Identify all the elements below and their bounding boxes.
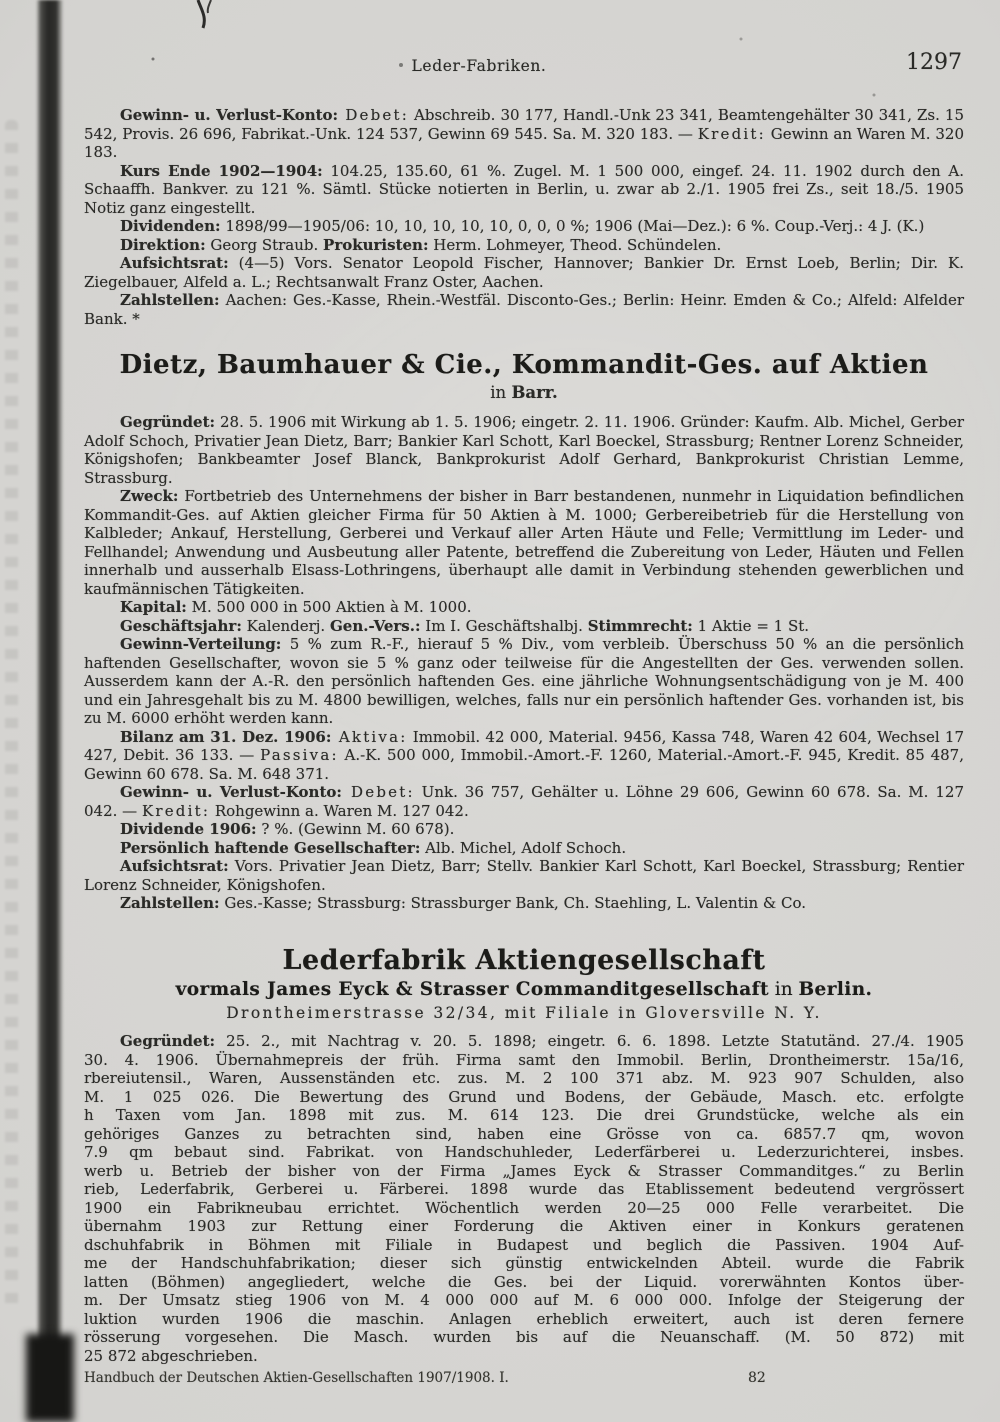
section-subtitle	[84, 979, 964, 1001]
text-run: Kredit:	[141, 801, 211, 820]
text-run: in	[768, 979, 799, 1000]
bold-label: vormals James Eyck & Strasser Commanditgesellschaft	[175, 979, 769, 1000]
text-run: 25. 2., mit Nachtrag v. 20. 5. 1898; eingetr. 6. 6. 1898. Letzte Statutänd. 27./4. 1905	[215, 1032, 964, 1050]
text-run: Kredit:	[697, 124, 766, 143]
bold-label: Berlin.	[798, 979, 873, 1000]
paragraph	[84, 291, 964, 328]
text-run: 30. 4. 1906. Übernahmepreis der früh. Firma samt den Immobil. Berlin, Drontheimerstr. 15a/16,	[84, 1050, 964, 1069]
text-run: 104.25, 135.60, 61 %. Zugel. M. 1 500 000, eingef. 24. 11. 1902 durch den A. Schaaffh. Bankver. zu 121 %. Sämtl. Stücke notierten in Berlin, u. zwar ab 2./1. 1905 frei Zs., seit 18./5. 1905 Notiz ganz eingestellt.	[84, 161, 964, 217]
text-line	[84, 1032, 964, 1051]
bold-label: Gegründet:	[120, 1032, 216, 1050]
section-title: Dietz, Baumhauer & Cie., Kommandit-Ges. auf Aktien	[119, 350, 929, 380]
bold-label: Gewinn-Verteilung:	[120, 635, 282, 653]
bold-label: Dividenden:	[120, 217, 221, 235]
paragraph	[84, 728, 964, 784]
bold-label: Direktion:	[120, 235, 206, 254]
pen-mark-artifact	[188, 0, 228, 34]
bold-label: Zweck:	[120, 487, 179, 505]
bold-label: Barr.	[511, 383, 558, 402]
text-run: h Taxen vom Jan. 1898 mit zus. M. 614 123. Die drei Grundstücke, welche als ein	[84, 1106, 964, 1124]
text-line	[84, 1254, 964, 1273]
text-line	[84, 1162, 964, 1181]
text-run: werb u. Betrieb der bisher von der Firma „James Eyck & Strasser Commanditges.“ zu Berlin	[84, 1161, 964, 1180]
paragraph	[84, 839, 964, 858]
text-run: Debet:	[341, 783, 415, 801]
text-run: rbereiutensil., Waren, Aussenständen etc. zus. M. 2 100 371 abz. M. 923 907 Schulden, also	[84, 1069, 964, 1087]
bold-label: Kurs Ende 1902—1904:	[120, 161, 323, 180]
text-run: Vors. Privatier Jean Dietz, Barr; Stellv. Bankier Karl Schott, Karl Boeckel, Strassburg; Rentier Lorenz Schneider, Königshofen.	[84, 857, 964, 894]
bold-label: Zahlstellen:	[120, 894, 220, 912]
bold-label: Kapital:	[120, 598, 187, 616]
text-run: Abschreib. 30 177, Handl.-Unk 23 341, Beamtengehälter 30 341, Zs. 15 542, Provis. 26 696, Fabrikat.-Unk. 124 537, Gewinn 69 545. Sa. M. 320 183. —	[84, 106, 964, 143]
text-line	[84, 1106, 964, 1125]
bold-label: Gen.-Vers.:	[329, 616, 421, 635]
section-subtitle	[84, 1003, 964, 1023]
bold-label: Gewinn- u. Verlust-Konto:	[120, 106, 339, 124]
text-run: 28. 5. 1906 mit Wirkung ab 1. 5. 1906; eingetr. 2. 11. 1906. Gründer: Kaufm. Alb. Michel, Gerber Adolf Schoch, Privatier Jean Dietz, Barr; Bankier Karl Schott, Karl Boeckel, Strassburg; Rentner Lorenz Schneider, Königshofen; Bankbeamter Josef Blanck, Bankprokurist Adolf Gerhard, Bankprokurist Christian Lemme, Strassburg.	[84, 413, 964, 487]
paragraph	[84, 106, 964, 162]
text-run: Georg Straub.	[205, 235, 324, 254]
text-line	[84, 1217, 964, 1236]
bleed-through-text-artifact	[5, 120, 18, 1310]
text-line	[84, 1236, 964, 1255]
paragraph	[84, 254, 964, 291]
text-run: m. Der Umsatz stieg 1906 von M. 4 000 000 auf M. 6 000 000. Infolge der Steigerung der	[84, 1291, 964, 1309]
bold-label: Persönlich haftende Gesellschafter:	[120, 838, 421, 857]
page-footer	[84, 1370, 964, 1386]
paragraph	[84, 487, 964, 598]
text-line	[84, 1088, 964, 1107]
paragraph	[84, 894, 964, 913]
text-run: Drontheimerstrasse 32/34, mit Filiale in Gloversville N. Y.	[226, 1004, 822, 1022]
bold-label: Geschäftsjahr:	[120, 616, 242, 635]
paragraph	[84, 635, 964, 728]
text-run: Aachen: Ges.-Kasse, Rhein.-Westfäl. Disconto-Ges.; Berlin: Heinr. Emden & Co.; Alfeld: Alfelder Bank. *	[84, 291, 964, 328]
text-line	[84, 1199, 964, 1218]
paragraph	[84, 783, 964, 820]
text-run: Immobil. 42 000, Material. 9456, Kassa 748, Waren 42 604, Wechsel 17 427, Debit. 36 133. —	[84, 727, 964, 764]
text-line	[84, 1180, 964, 1199]
bold-label: Stimmrecht:	[587, 616, 693, 635]
text-run: 5 % zum R.-F., hierauf 5 % Div., vom verbleib. Überschuss 50 % an die persönlich haftenden Gesellschafter, wovon sie 5 % ganz oder teilweise für die Angestellten der Ges. verwenden sollen. Ausserdem kann der A.-R. den persönlich haftenden Ges. eine jährliche Wohnungsentschädigung von je M. 400 und ein Jahresgehalt bis zu M. 4800 bewilligen, welches, falls nur ein persönlich haftender Ges. vorhanden ist, bis zu M. 6000 erhöht werden kann.	[84, 635, 964, 727]
text-run: ? %. (Gewinn M. 60 678).	[256, 820, 455, 838]
text-run: gehöriges Ganzes zu betrachten sind, haben eine Grösse von ca. 6857.7 qm, wovon	[84, 1124, 964, 1143]
text-run: Alb. Michel, Adolf Schoch.	[420, 838, 627, 857]
paragraph	[84, 217, 964, 236]
text-line	[84, 1347, 964, 1366]
running-title: Leder-Fabriken.	[411, 57, 547, 75]
text-line	[84, 1069, 964, 1088]
text-run: Herm. Lohmeyer, Theod. Schündelen.	[428, 235, 722, 254]
text-run: rösserung vorgesehen. Die Masch. wurden bis auf die Neuanschaff. (M. 50 872) mit	[84, 1328, 964, 1346]
text-run: Passiva:	[260, 746, 339, 764]
text-run: Gewinn an Waren M. 320 183.	[84, 124, 964, 161]
text-run: Fortbetrieb des Unternehmens der bisher in Barr bestandenen, nunmehr in Liquidation befindlichen Kommandit-Ges. auf Aktien gleicher Firma für 50 Aktien à M. 1000; Gerbereibetrieb für die Herstellung von Kalbleder; Ankauf, Herstellung, Gerberei und Verkauf aller Arten Häute und Felle; Vermittlung im Leder- und Fellhandel; Anwendung und Ausbeutung aller Patente, betreffend die Zubereitung von Leder, Häuten und Fellen innerhalb und ausserhalb Elsass-Lothringens, überhaupt alle damit in Verbindung stehenden gewerblichen und kaufmännischen Tätigkeiten.	[84, 487, 964, 598]
footer-imprint: Handbuch der Deutschen Aktien-Gesellschaften 1907/1908. I.	[84, 1370, 509, 1386]
bold-label: Aufsichtsrat:	[120, 254, 229, 272]
text-run: Im I. Geschäftshalbj.	[420, 616, 588, 635]
paragraph	[84, 598, 964, 617]
bold-label: Gewinn- u. Verlust-Konto:	[120, 783, 342, 801]
text-run: latten (Böhmen) angegliedert, welche die Ges. bei der Liquid. vorerwähnten Kontos über-	[84, 1272, 964, 1291]
footer-signature-number: 82	[748, 1370, 766, 1386]
text-run: Ges.-Kasse; Strassburg: Strassburger Bank, Ch. Staehling, L. Valentin & Co.	[219, 894, 807, 912]
bold-label: Prokuristen:	[323, 235, 429, 254]
dust-specks-artifact	[0, 0, 2, 2]
text-run: A.-K. 500 000, Immobil.-Amort.-F. 1260, Material.-Amort.-F. 945, Kredit. 85 487, Gewinn 60 678. Sa. M. 648 371.	[84, 746, 964, 783]
section-lederfabrik-ag	[84, 946, 964, 1365]
text-line	[84, 1143, 964, 1162]
section-dietz-baumhauer	[84, 350, 964, 913]
bold-label: Aufsichtsrat:	[120, 857, 229, 875]
bold-label: Dividende 1906:	[120, 820, 257, 838]
scan-gutter-shadow	[36, 0, 63, 1414]
text-run: 1900 ein Fabrikneubau errichtet. Wöchentlich werden 20—25 000 Felle verarbeitet. Die	[84, 1198, 964, 1217]
section-subtitle	[84, 383, 964, 403]
text-run: rieb, Lederfabrik, Gerberei u. Färberei. 1898 wurde das Etablissement bedeutend vergrössert	[84, 1180, 964, 1198]
bold-label: Gegründet:	[120, 413, 216, 431]
text-line	[84, 1051, 964, 1070]
paragraph	[84, 162, 964, 218]
text-run: M. 500 000 in 500 Aktien à M. 1000.	[186, 598, 472, 616]
text-run: Unk. 36 757, Gehälter u. Löhne 29 606, Gewinn 60 678. Sa. M. 127 042. —	[84, 783, 964, 820]
text-line	[84, 1291, 964, 1310]
bold-label: Zahlstellen:	[120, 291, 220, 309]
text-run: 1 Aktie = 1 St.	[692, 616, 810, 635]
paragraph	[84, 617, 964, 636]
text-run: Debet:	[338, 106, 409, 124]
paragraph	[84, 1032, 964, 1365]
paragraph	[84, 236, 964, 255]
text-run: Rohgewinn a. Waren M. 127 042.	[210, 801, 469, 820]
text-line	[84, 1328, 964, 1347]
scan-gutter-shadow-bottom	[26, 1334, 74, 1422]
text-run: dschuhfabrik in Böhmen mit Filiale in Budapest und beglich die Passiven. 1904 Auf-	[84, 1235, 964, 1254]
section-guv-continuation	[84, 106, 964, 328]
text-run: übernahm 1903 zur Rettung einer Forderung die Aktiven einer in Konkurs geratenen	[84, 1217, 964, 1235]
page-header	[84, 50, 964, 82]
paragraph	[84, 857, 964, 894]
paragraph	[84, 820, 964, 839]
section-title: Lederfabrik Aktiengesellschaft	[282, 945, 766, 976]
text-run: me der Handschuhfabrikation; dieser sich günstig entwickelnden Abteil. wurde die Fabrik	[84, 1254, 964, 1272]
text-run: Aktiva:	[331, 727, 408, 746]
text-run: (4—5) Vors. Senator Leopold Fischer, Hannover; Bankier Dr. Ernst Loeb, Berlin; Dir. K. Ziegelbauer, Alfeld a. L.; Rechtsanwalt Franz Oster, Aachen.	[84, 254, 964, 291]
text-line	[84, 1273, 964, 1292]
text-run: in	[490, 383, 512, 402]
paragraph	[84, 413, 964, 487]
text-run: 1898/99—1905/06: 10, 10, 10, 10, 10, 0, 0, 0 %; 1906 (Mai—Dez.): 6 %. Coup.-Verj.: 4 J. (K.)	[220, 217, 925, 235]
bold-label: Bilanz am 31. Dez. 1906:	[120, 727, 332, 746]
text-run: luktion wurden 1906 die maschin. Anlagen erheblich erweitert, auch ist deren fernere	[84, 1309, 964, 1328]
text-run: Kalenderj.	[241, 616, 330, 635]
text-line	[84, 1125, 964, 1144]
text-run: 7.9 qm bebaut sind. Fabrikat. von Handschuhleder, Lederfärberei u. Lederzurichterei, insbes.	[84, 1143, 964, 1161]
text-line	[84, 1310, 964, 1329]
text-run: 25 872 abgeschrieben.	[84, 1346, 258, 1365]
page-number: 1297	[906, 50, 962, 75]
text-run: M. 1 025 026. Die Bewertung des Grund und Bodens, der Gebäude, Masch. etc. erfolgte	[84, 1087, 964, 1106]
